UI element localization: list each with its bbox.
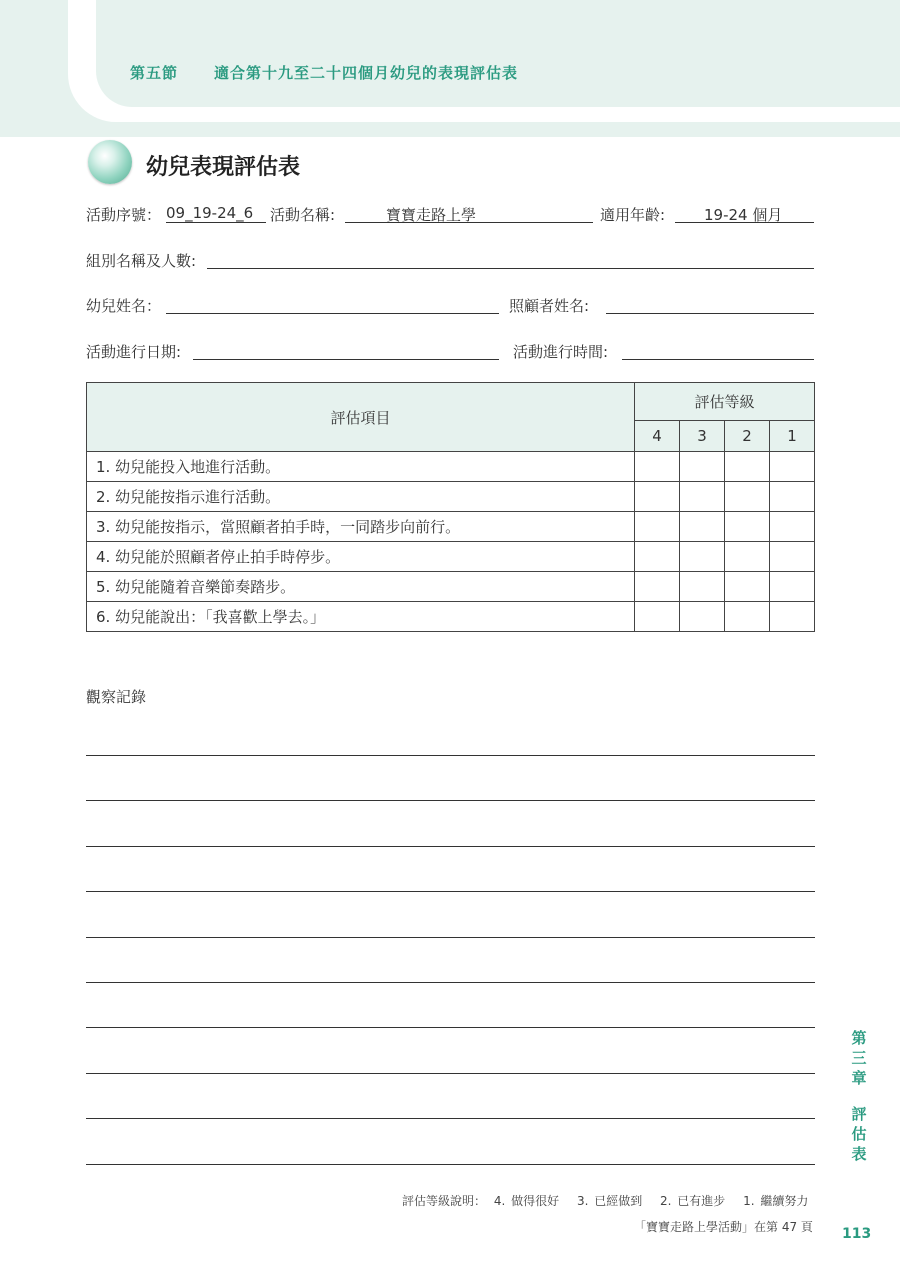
age-value: 19-24 個月 [704, 206, 783, 224]
carer-name-field[interactable] [606, 295, 814, 314]
activity-name-label: 活動名稱: [270, 206, 336, 224]
item-cell: 3. 幼兒能按指示，當照顧者拍手時，一同踏步向前行。 [87, 512, 635, 542]
chapter-name-char: 評 [851, 1105, 867, 1123]
rating-cell[interactable] [770, 572, 815, 602]
chapter-char: 章 [851, 1069, 867, 1087]
observation-line[interactable] [86, 891, 815, 892]
item-cell: 6. 幼兒能說出：「我喜歡上學去。」 [87, 602, 635, 632]
chapter-char: 第 [851, 1029, 867, 1047]
rating-cell[interactable] [725, 452, 770, 482]
carer-name-label: 照顧者姓名: [509, 297, 590, 315]
item-cell: 4. 幼兒能於照顧者停止拍手時停步。 [87, 542, 635, 572]
legend-level-1: 1. 繼續努力 [743, 1194, 809, 1208]
time-field[interactable] [622, 341, 814, 360]
observation-line[interactable] [86, 1164, 815, 1165]
rating-cell[interactable] [725, 602, 770, 632]
child-name-label: 幼兒姓名： [86, 297, 162, 315]
observation-line[interactable] [86, 937, 815, 938]
item-header: 評估項目 [87, 383, 635, 452]
legend-level-3: 3. 已經做到 [576, 1194, 643, 1208]
level-legend [402, 1192, 808, 1209]
table-row [87, 512, 815, 542]
rating-cell[interactable] [680, 482, 725, 512]
rating-cell[interactable] [680, 542, 725, 572]
table-row [87, 482, 815, 512]
group-field[interactable] [207, 250, 814, 269]
item-cell: 1. 幼兒能投入地進行活動。 [87, 452, 635, 482]
chapter-char: 三 [851, 1049, 867, 1067]
rating-cell[interactable] [680, 572, 725, 602]
table-row [87, 602, 815, 632]
observation-line[interactable] [86, 1073, 815, 1074]
header-panel [96, 0, 900, 107]
legend-prefix: 評估等級說明： [402, 1194, 487, 1208]
level-1-header: 1 [770, 420, 815, 451]
date-field[interactable] [193, 341, 499, 360]
item-cell: 5. 幼兒能隨着音樂節奏踏步。 [87, 572, 635, 602]
date-label: 活動進行日期: [86, 343, 182, 361]
observation-line[interactable] [86, 982, 815, 983]
observation-line[interactable] [86, 800, 815, 801]
observation-line[interactable] [86, 1118, 815, 1119]
activity-no-label: 活動序號： [86, 206, 162, 224]
page-reference: 「寶寶走路上學活動」在第 47 頁 [634, 1220, 813, 1234]
rating-cell[interactable] [680, 602, 725, 632]
section-label: 第五節 [130, 64, 179, 82]
rating-cell[interactable] [635, 452, 680, 482]
rating-cell[interactable] [725, 542, 770, 572]
sphere-icon [88, 140, 132, 184]
observation-line[interactable] [86, 846, 815, 847]
chapter-name-char: 表 [851, 1145, 867, 1163]
rating-cell[interactable] [770, 512, 815, 542]
evaluation-table [86, 382, 815, 632]
rating-cell[interactable] [770, 602, 815, 632]
table-row [87, 572, 815, 602]
page-title: 幼兒表現評估表 [146, 155, 301, 180]
age-field[interactable] [675, 204, 814, 223]
level-4-header: 4 [635, 420, 680, 451]
rating-cell[interactable] [725, 482, 770, 512]
chapter-tab [850, 1028, 868, 1164]
observation-label: 觀察記錄 [86, 688, 147, 706]
page-number: 113 [842, 1226, 872, 1242]
age-label: 適用年齡: [600, 206, 666, 224]
rating-cell[interactable] [680, 452, 725, 482]
level-header: 評估等級 [635, 383, 815, 421]
legend-level-4: 4. 做得很好 [493, 1194, 560, 1208]
item-cell: 2. 幼兒能按指示進行活動。 [87, 482, 635, 512]
table-row [87, 452, 815, 482]
chapter-name-char: 估 [851, 1125, 867, 1143]
rating-cell[interactable] [770, 452, 815, 482]
activity-no-value: 09_19-24_6 [166, 204, 254, 222]
activity-no-field[interactable] [166, 204, 266, 223]
table-row [87, 542, 815, 572]
legend-level-2: 2. 已有進步 [660, 1194, 726, 1208]
rating-cell[interactable] [635, 542, 680, 572]
rating-cell[interactable] [725, 572, 770, 602]
time-label: 活動進行時間: [513, 343, 609, 361]
activity-name-field[interactable] [345, 204, 593, 223]
rating-cell[interactable] [635, 572, 680, 602]
activity-name-value: 寶寶走路上學 [386, 206, 477, 224]
rating-cell[interactable] [770, 482, 815, 512]
rating-cell[interactable] [770, 542, 815, 572]
rating-cell[interactable] [635, 602, 680, 632]
observation-line[interactable] [86, 755, 815, 756]
rating-cell[interactable] [635, 482, 680, 512]
level-3-header: 3 [680, 420, 725, 451]
rating-cell[interactable] [725, 512, 770, 542]
rating-cell[interactable] [680, 512, 725, 542]
child-name-field[interactable] [166, 295, 499, 314]
group-label: 組別名稱及人數: [86, 252, 197, 270]
section-title: 適合第十九至二十四個月幼兒的表現評估表 [214, 64, 519, 82]
observation-line[interactable] [86, 1027, 815, 1028]
rating-cell[interactable] [635, 512, 680, 542]
level-2-header: 2 [725, 420, 770, 451]
